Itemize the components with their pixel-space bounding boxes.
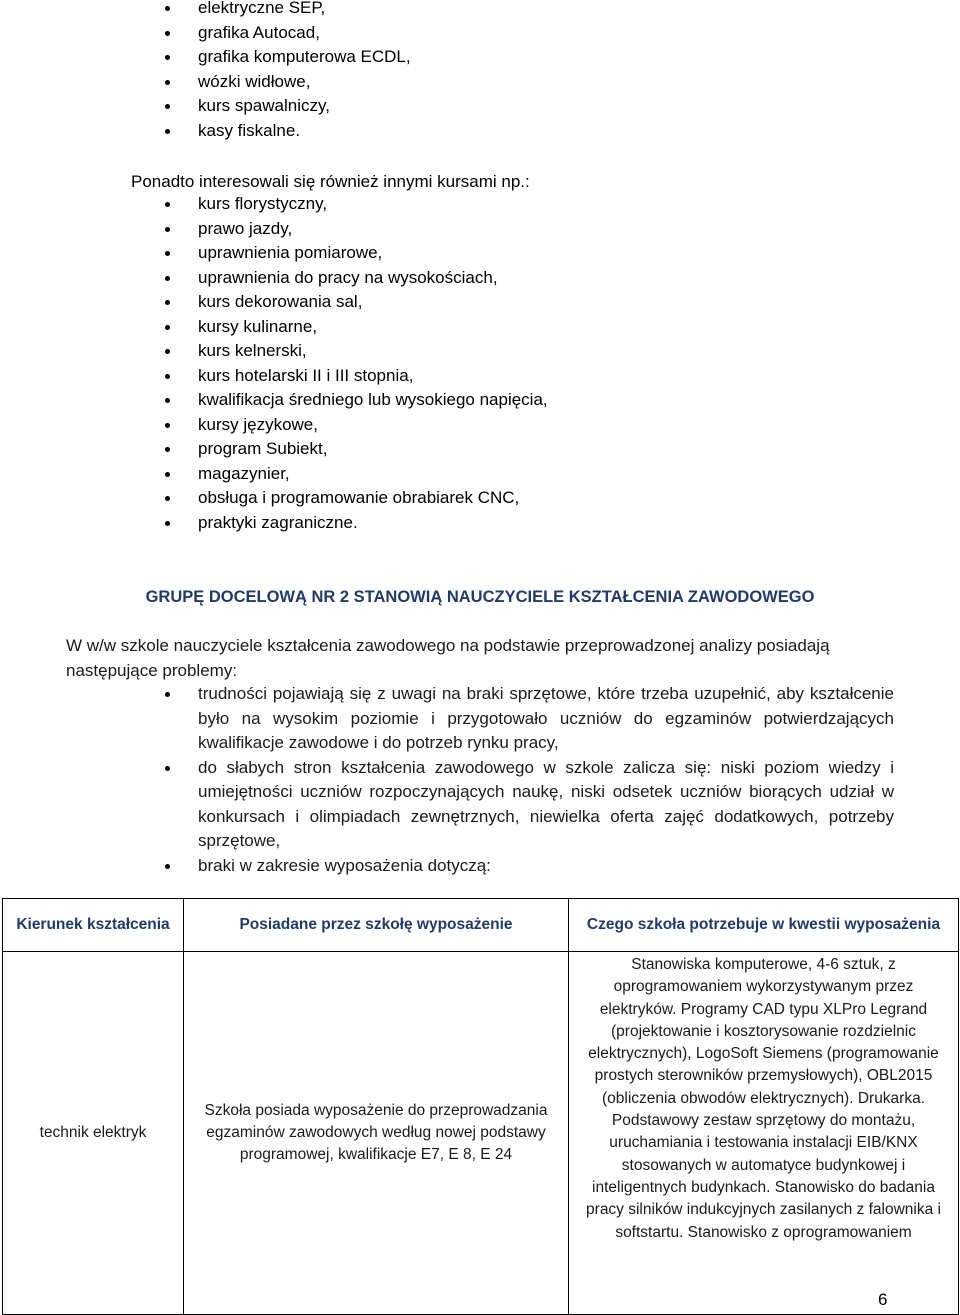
list-item: trudności pojawiają się z uwagi na braki sprzętowe, które trzeba uzupełnić, aby kształcenie było na wysokim poziomie i przygotowało uczniów do egzaminów potwierdzających kwalifikacje zawodowe i do potrzeb rynku pracy,	[164, 682, 894, 756]
course-list-primary	[164, 0, 411, 143]
course-list-other	[164, 192, 548, 535]
list-item: braki w zakresie wyposażenia dotyczą:	[164, 854, 894, 879]
list-item: uprawnienia pomiarowe,	[164, 241, 548, 266]
list-item: kurs kelnerski,	[164, 339, 548, 364]
list-item: magazynier,	[164, 462, 548, 487]
list-item: grafika Autocad,	[164, 21, 411, 46]
list-item: praktyki zagraniczne.	[164, 511, 548, 536]
list-item: kurs spawalniczy,	[164, 94, 411, 119]
section-paragraph: W w/w szkole nauczyciele kształcenia zawodowego na podstawie przeprowadzonej analizy posiadają następujące problemy:	[66, 636, 830, 680]
list-item: kwalifikacja średniego lub wysokiego napięcia,	[164, 388, 548, 413]
column-header-direction: Kierunek kształcenia	[3, 899, 184, 952]
list-item: program Subiekt,	[164, 437, 548, 462]
list-item: elektryczne SEP,	[164, 0, 411, 21]
problems-list	[164, 682, 894, 878]
list-item: obsługa i programowanie obrabiarek CNC,	[164, 486, 548, 511]
list-item: grafika komputerowa ECDL,	[164, 45, 411, 70]
cell-direction: technik elektryk	[3, 952, 184, 1315]
table-header-row	[3, 899, 959, 952]
list-item: kasy fiskalne.	[164, 119, 411, 144]
column-header-needed-equipment: Czego szkoła potrzebuje w kwestii wyposażenia	[569, 899, 959, 952]
cell-needed-equipment: Stanowiska komputerowe, 4-6 sztuk, z oprogramowaniem wykorzystywanym przez elektryków. Programy CAD typu XLPro Legrand (projektowanie i kosztorysowanie rozdzielnic elektrycznych), LogoSoft Siemens (programowanie prostych sterowników przemysłowych), OBL2015 (obliczenia obwodów elektrycznych). Drukarka. Podstawowy zestaw sprzętowy do montażu, uruchamiania i testowania instalacji EIB/KNX stosowanych w automatyce budynkowej i inteligentnych budynkach. Stanowisko do badania pracy silników indukcyjnych zasilanych z falownika i softstartu. Stanowisko z oprogramowaniem	[569, 952, 959, 1315]
list-item: kurs florystyczny,	[164, 192, 548, 217]
list-item: do słabych stron kształcenia zawodowego w szkole zalicza się: niski poziom wiedzy i umiejętności uczniów rozpoczynających naukę, niski odsetek uczniów biorących udział w konkursach i olimpiadach zewnętrznych, niewielka oferta zajęć dodatkowych, potrzeby sprzętowe,	[164, 756, 894, 854]
list-item: prawo jazdy,	[164, 217, 548, 242]
list-item: kurs hotelarski II i III stopnia,	[164, 364, 548, 389]
table-row	[3, 952, 959, 1315]
equipment-table	[2, 898, 959, 1315]
section-heading: GRUPĘ DOCELOWĄ NR 2 STANOWIĄ NAUCZYCIELE KSZTAŁCENIA ZAWODOWEGO	[145, 588, 815, 606]
cell-owned-equipment: Szkoła posiada wyposażenie do przeprowadzania egzaminów zawodowych według nowej podstawy programowej, kwalifikacje E7, E 8, E 24	[184, 952, 569, 1315]
list-item: wózki widłowe,	[164, 70, 411, 95]
page-number: 6	[878, 1290, 888, 1309]
list-item: uprawnienia do pracy na wysokościach,	[164, 266, 548, 291]
list-item: kurs dekorowania sal,	[164, 290, 548, 315]
list-item: kursy językowe,	[164, 413, 548, 438]
list-item: kursy kulinarne,	[164, 315, 548, 340]
other-courses-intro: Ponadto interesowali się również innymi kursami np.:	[131, 172, 530, 191]
column-header-owned-equipment: Posiadane przez szkołę wyposażenie	[184, 899, 569, 952]
